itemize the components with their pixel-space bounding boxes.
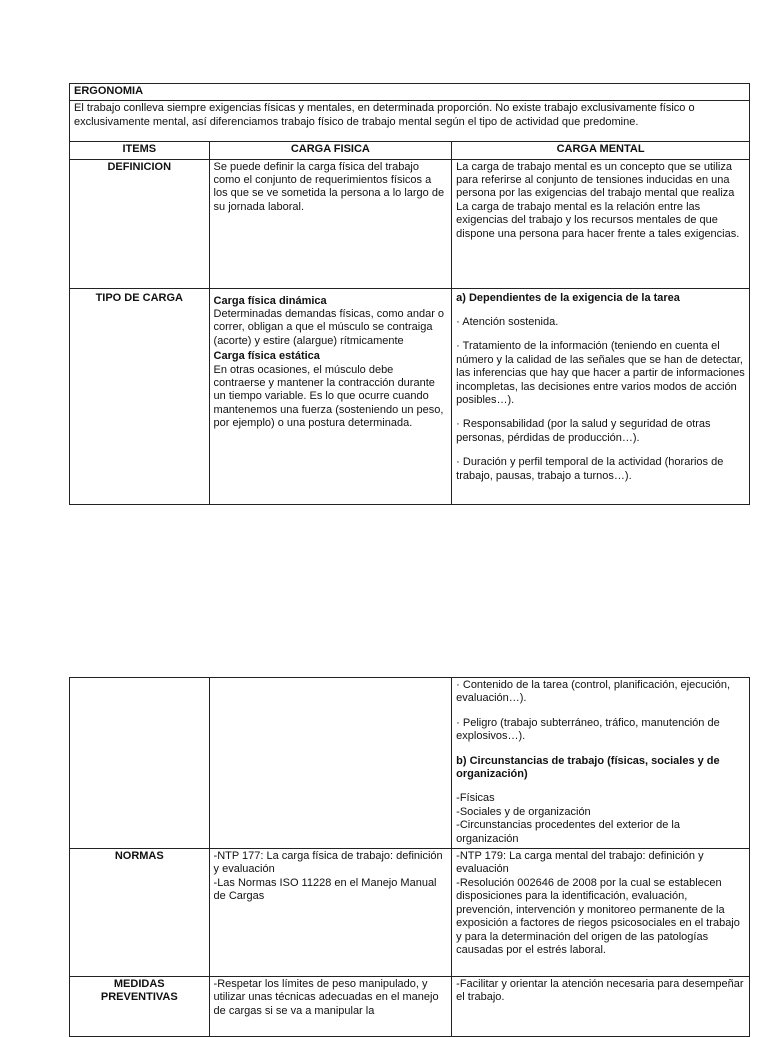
list-item: · Duración y perfil temporal de la actividad (horarios de trabajo, pausas, trabajo a turnos…).	[456, 456, 724, 482]
tipo-carga-fisica	[209, 288, 452, 504]
list-item: -Circunstancias procedentes del exterior de la organización	[456, 819, 680, 845]
header-carga-fisica: CARGA FISICA	[209, 142, 452, 159]
list-item: -Físicas	[456, 792, 495, 805]
list-item: · Tratamiento de la información (teniendo en cuenta el número y la calidad de las señales que se han de detectar, las inferencias que hay que hacer a partir de informaciones incompletas, las decisiones entre varios modos de acción posibles…).	[456, 340, 745, 407]
carga-estatica-title: Carga física estática	[213, 350, 320, 363]
continuation-mental	[452, 678, 750, 849]
normas-mental	[452, 849, 750, 977]
empty-cell	[209, 678, 452, 849]
mental-b-title: b) Circunstancias de trabajo (físicas, sociales y de organización)	[456, 754, 720, 781]
carga-estatica-text: En otras ocasiones, el músculo debe contraerse y mantener la contracción durante un tiempo variable. Es lo que ocurre cuando mantenemos una fuerza (sosteniendo un peso, por ejemplo) o una postura determinada.	[213, 363, 444, 430]
ergonomia-table	[69, 83, 750, 505]
row-label-definicion: DEFINICION	[70, 159, 210, 288]
definicion-mental-2: La carga de trabajo mental es la relación entre las exigencias del trabajo y los recursos mentales de que dispone una persona para hacer frente a tales exigencias.	[456, 200, 740, 240]
ergonomia-table-continued	[69, 677, 750, 1037]
list-item: · Atención sostenida.	[456, 316, 559, 329]
list-item: -NTP 177: La carga física de trabajo: definición y evaluación	[213, 850, 443, 876]
table-title: ERGONOMIA	[70, 84, 750, 101]
definicion-fisica: Se puede definir la carga física del trabajo como el conjunto de requerimientos físicos a los que se ve sometida la persona a lo largo de su jornada laboral.	[209, 159, 452, 288]
header-items: ITEMS	[70, 142, 210, 159]
intro-text: El trabajo conlleva siempre exigencias físicas y mentales, en determinada proporción. No existe trabajo exclusivamente físico o exclusivamente mental, así diferenciamos trabajo físico de trabajo mental según el tipo de actividad que predomine.	[70, 101, 750, 142]
list-item: -Sociales y de organización	[456, 805, 591, 818]
header-carga-mental: CARGA MENTAL	[452, 142, 750, 159]
empty-cell	[70, 678, 210, 849]
medidas-fisica: -Respetar los límites de peso manipulado, y utilizar unas técnicas adecuadas en el manejo de cargas si se va a manipular la	[209, 977, 452, 1037]
row-label-tipo-carga: TIPO DE CARGA	[70, 288, 210, 504]
list-item: -Resolución 002646 de 2008 por la cual se establecen disposiciones para la identificación, evaluación, prevención, intervención y monitoreo permanente de la exposición a factores de riegos psicosociales en el trabajo y para la determinación del origen de las patologías causadas por el estrés laboral.	[456, 876, 740, 956]
row-label-medidas: MEDIDAS PREVENTIVAS	[70, 977, 210, 1037]
mental-a-title: a) Dependientes de la exigencia de la tarea	[456, 291, 680, 304]
list-item: · Responsabilidad (por la salud y seguridad de otras personas, pérdidas de producción…).	[456, 418, 711, 444]
list-item: · Contenido de la tarea (control, planificación, ejecución, evaluación…).	[456, 679, 731, 705]
definicion-mental-1: La carga de trabajo mental es un concepto que se utiliza para referirse al conjunto de tensiones inducidas en una persona por las exigencias del trabajo mental que realiza	[456, 160, 735, 200]
list-item: -NTP 179: La carga mental del trabajo: definición y evaluación	[456, 850, 704, 876]
carga-dinamica-text: Determinadas demandas físicas, como andar o correr, obligan a que el músculo se contraiga (acorte) y estire (alargue) rítmicamente	[213, 308, 445, 347]
row-label-normas: NORMAS	[70, 849, 210, 977]
list-item: · Peligro (trabajo subterráneo, tráfico, manutención de explosivos…).	[456, 716, 720, 743]
tipo-carga-mental	[452, 288, 750, 504]
carga-dinamica-title: Carga física dinámica	[213, 294, 327, 307]
definicion-mental	[452, 159, 750, 288]
medidas-mental: -Facilitar y orientar la atención necesaria para desempeñar el trabajo.	[452, 977, 750, 1037]
list-item: -Las Normas ISO 11228 en el Manejo Manual de Cargas	[213, 876, 437, 903]
normas-fisica	[209, 849, 452, 977]
